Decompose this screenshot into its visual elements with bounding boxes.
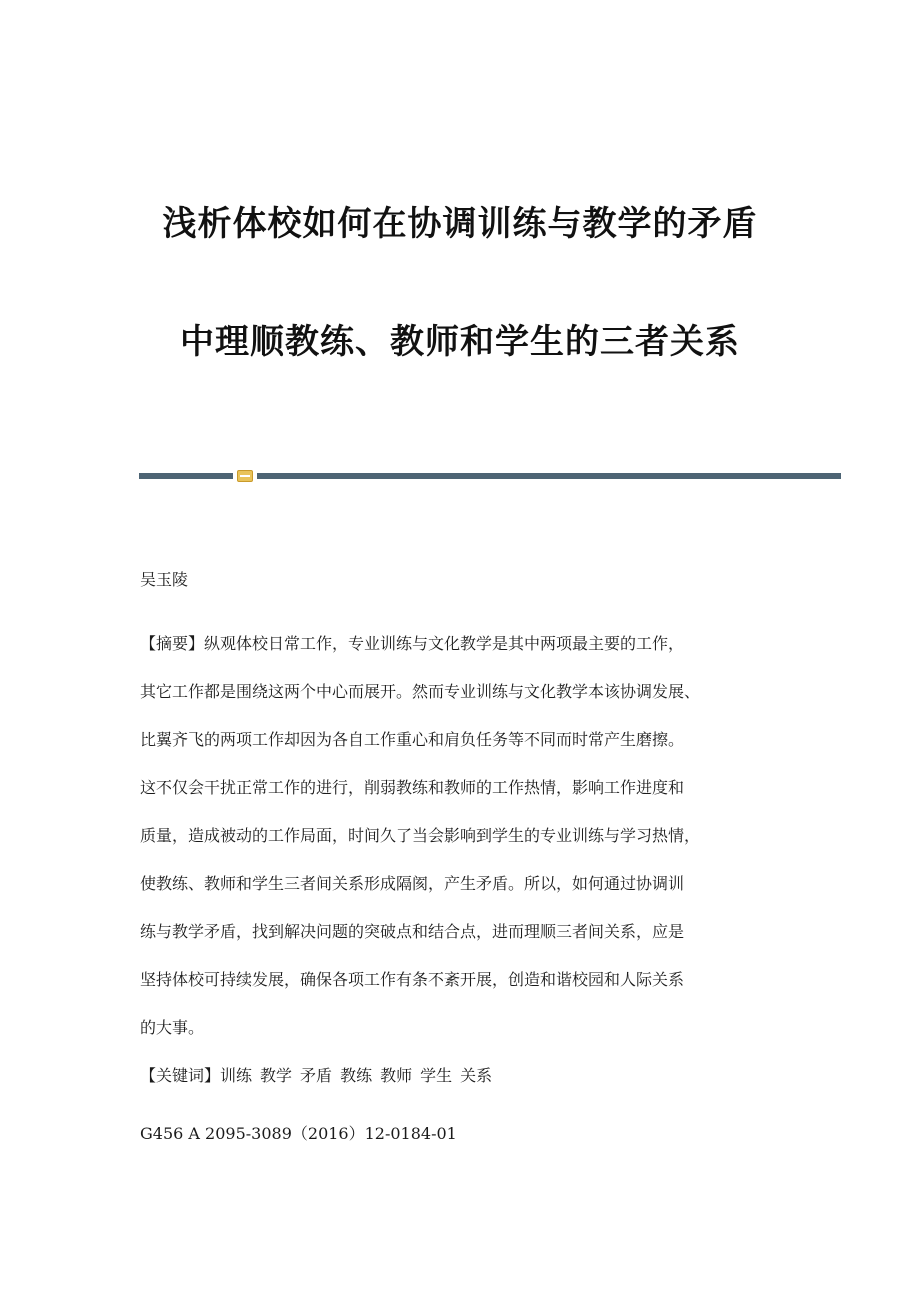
abstract-line: 其它工作都是围绕这两个中心而展开。然而专业训练与文化教学本该协调发展、: [140, 682, 701, 701]
keyword: 关系: [460, 1066, 493, 1085]
divider-emblem-icon: [237, 470, 253, 482]
classification-code: G456 A 2095-3089（2016）12-0184-01: [140, 1124, 457, 1143]
abstract-label: 【摘要】: [140, 634, 205, 653]
abstract-line: 的大事。: [140, 1018, 205, 1037]
keyword: 训练: [220, 1066, 253, 1085]
divider-left-segment: [139, 473, 233, 479]
abstract-line: 坚持体校可持续发展，确保各项工作有条不紊开展，创造和谐校园和人际关系: [140, 970, 685, 989]
abstract-line: 【摘要】纵观体校日常工作，专业训练与文化教学是其中两项最主要的工作，: [140, 634, 685, 653]
divider-right-segment: [257, 473, 841, 479]
keywords-label: 【关键词】: [140, 1066, 221, 1085]
author-name: 吴玉陵: [140, 570, 189, 589]
title-line-2: 中理顺教练、教师和学生的三者关系: [180, 322, 740, 362]
abstract-line: 练与教学矛盾，找到解决问题的突破点和结合点，进而理顺三者间关系，应是: [140, 922, 685, 941]
title-divider: [139, 470, 841, 482]
abstract-line: 这不仅会干扰正常工作的进行，削弱教练和教师的工作热情，影响工作进度和: [140, 778, 685, 797]
keyword: 教师: [380, 1066, 413, 1085]
keyword: 学生: [420, 1066, 453, 1085]
keyword: 矛盾: [300, 1066, 333, 1085]
keyword: 教学: [260, 1066, 293, 1085]
keyword: 教练: [340, 1066, 373, 1085]
keywords: [140, 1066, 500, 1086]
title-line-1: 浅析体校如何在协调训练与教学的矛盾: [162, 204, 758, 244]
abstract-line: 比翼齐飞的两项工作却因为各自工作重心和肩负任务等不同而时常产生磨擦。: [140, 730, 685, 749]
abstract-line: 质量，造成被动的工作局面，时间久了当会影响到学生的专业训练与学习热情，: [140, 826, 701, 845]
abstract: [140, 620, 780, 1052]
abstract-line: 使教练、教师和学生三者间关系形成隔阂，产生矛盾。所以，如何通过协调训: [140, 874, 685, 893]
